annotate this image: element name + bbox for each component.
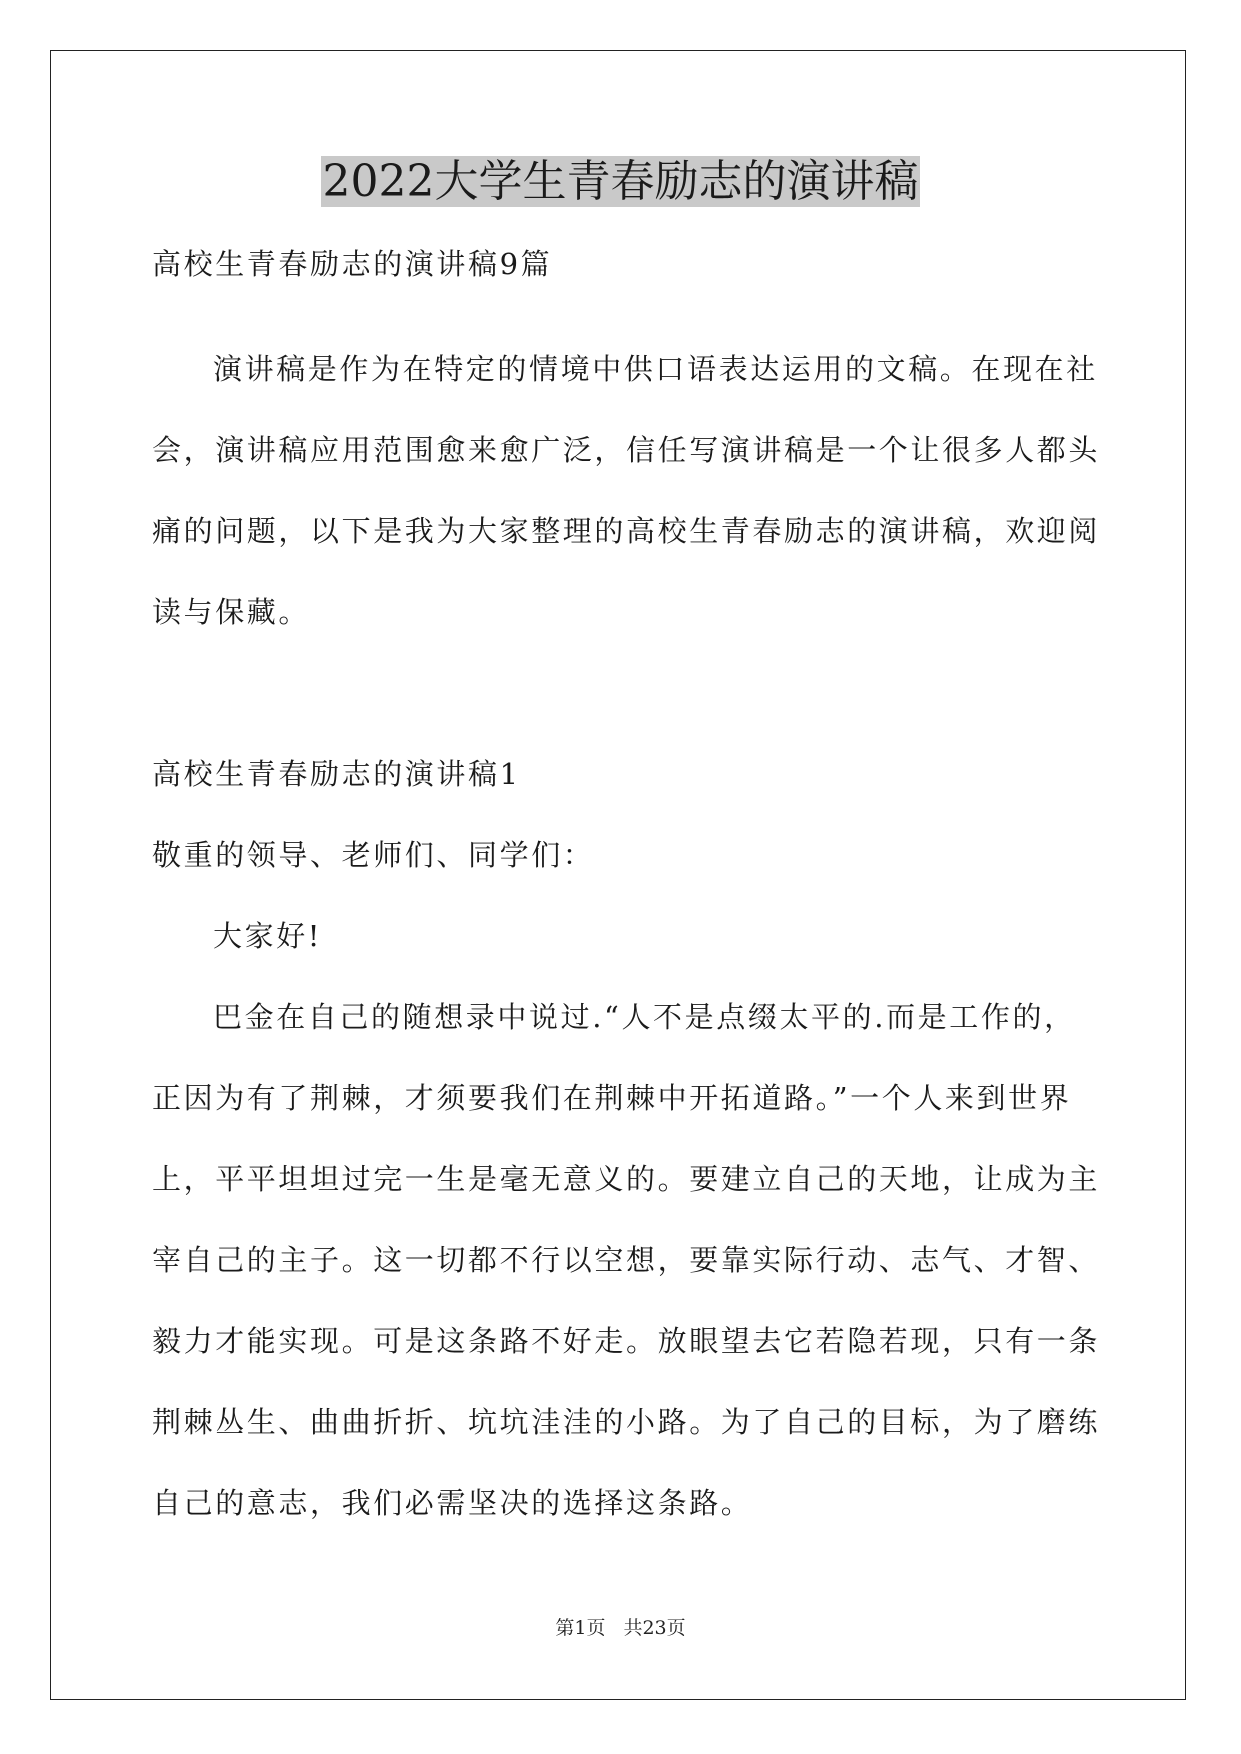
body-line: 宰自己的主子。这一切都不行以空想，要靠实际行动、志气、才智、 [152,1243,1101,1277]
page-number: 第1页 [555,1617,606,1639]
body-line: 荆棘丛生、曲曲折折、坑坑洼洼的小路。为了自己的目标，为了磨练 [152,1405,1101,1439]
document-title-text: 2022大学生青春励志的演讲稿 [322,156,919,207]
intro-line: 演讲稿是作为在特定的情境中供口语表达运用的文稿。在现在社 [213,352,1098,386]
salutation: 敬重的领导、老师们、同学们： [152,838,595,872]
intro-line: 读与保藏。 [152,595,311,629]
section-heading: 高校生青春励志的演讲稿1 [152,757,521,791]
body-line: 自己的意志，我们必需坚决的选择这条路。 [152,1486,753,1520]
intro-line: 会，演讲稿应用范围愈来愈广泛，信任写演讲稿是一个让很多人都头 [152,433,1101,467]
page-total: 共23页 [623,1617,686,1639]
body-line: 正因为有了荆棘，才须要我们在荆棘中开拓道路。”一个人来到世界 [152,1081,1072,1115]
body-line: 巴金在自己的随想录中说过.“人不是点缀太平的.而是工作的， [213,1000,1076,1034]
document-subtitle: 高校生青春励志的演讲稿9篇 [152,247,553,281]
body-line: 上，平平坦坦过完一生是毫无意义的。要建立自己的天地，让成为主 [152,1162,1101,1196]
page-footer [0,1616,1241,1640]
greeting: 大家好! [213,919,323,953]
intro-line: 痛的问题，以下是我为大家整理的高校生青春励志的演讲稿，欢迎阅 [152,514,1101,548]
document-title [0,152,1241,212]
page-border [50,50,1186,1700]
body-line: 毅力才能实现。可是这条路不好走。放眼望去它若隐若现，只有一条 [152,1324,1101,1358]
